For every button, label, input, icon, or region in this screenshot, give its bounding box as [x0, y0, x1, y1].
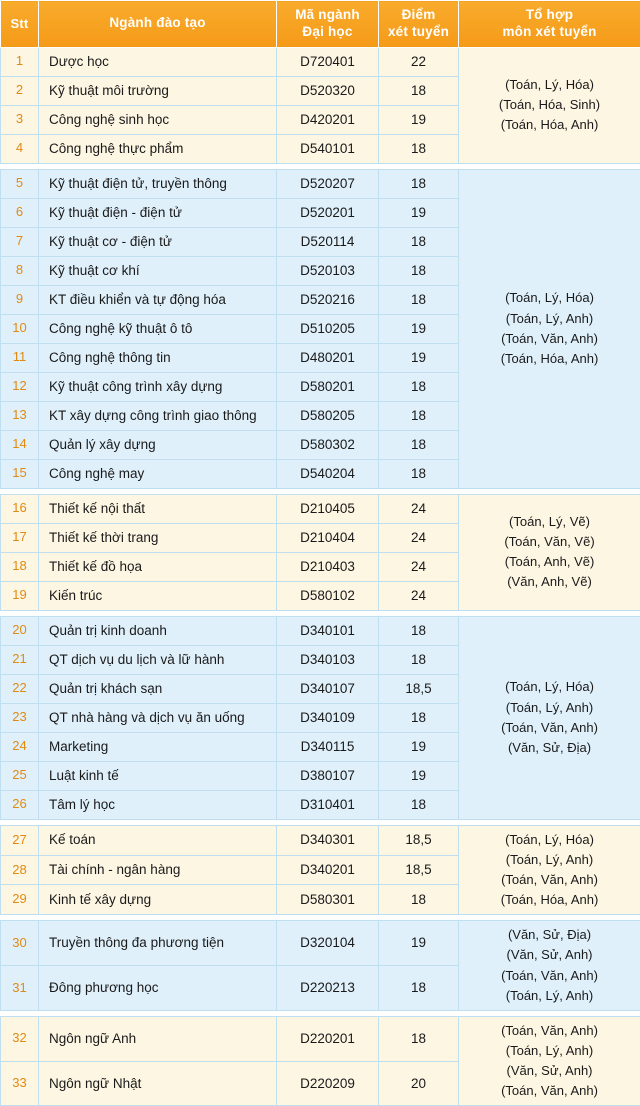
- cell-major: Công nghệ may: [39, 459, 277, 488]
- combination-line: (Toán, Hóa, Anh): [461, 349, 638, 369]
- cell-major-code: D340109: [277, 703, 379, 732]
- cell-major-code: D720401: [277, 47, 379, 76]
- cell-major-code: D520207: [277, 169, 379, 198]
- cell-score: 24: [379, 494, 459, 523]
- cell-score: 18: [379, 966, 459, 1011]
- cell-major: Kỹ thuật cơ - điện tử: [39, 227, 277, 256]
- cell-major-code: D210403: [277, 552, 379, 581]
- cell-subject-combination: [459, 616, 640, 819]
- combination-line: (Văn, Sử, Địa): [461, 738, 638, 758]
- cell-major-code: D220213: [277, 966, 379, 1011]
- cell-major: Luật kinh tế: [39, 761, 277, 790]
- cell-major-code: D520216: [277, 285, 379, 314]
- cell-index: 3: [1, 105, 39, 134]
- cell-major-code: D540204: [277, 459, 379, 488]
- cell-score: 24: [379, 581, 459, 610]
- combination-line: (Toán, Lý, Anh): [461, 986, 638, 1006]
- cell-major-code: D580102: [277, 581, 379, 610]
- cell-major-code: D540101: [277, 134, 379, 163]
- cell-score: 18: [379, 401, 459, 430]
- cell-index: 18: [1, 552, 39, 581]
- header-score-line2: xét tuyển: [381, 24, 456, 41]
- cell-score: 18: [379, 616, 459, 645]
- cell-score: 18: [379, 703, 459, 732]
- cell-score: 24: [379, 552, 459, 581]
- combination-line: (Văn, Sử, Địa): [461, 925, 638, 945]
- cell-major: QT dịch vụ du lịch và lữ hành: [39, 645, 277, 674]
- cell-major-code: D580302: [277, 430, 379, 459]
- cell-major: Kỹ thuật điện tử, truyền thông: [39, 169, 277, 198]
- table-row: [1, 825, 640, 855]
- cell-index: 31: [1, 966, 39, 1011]
- combination-line: (Toán, Lý, Anh): [461, 309, 638, 329]
- header-major: Ngành đào tạo: [39, 1, 277, 48]
- cell-major-code: D340107: [277, 674, 379, 703]
- cell-index: 22: [1, 674, 39, 703]
- combination-line: (Toán, Hóa, Anh): [461, 115, 638, 135]
- cell-index: 26: [1, 790, 39, 819]
- cell-index: 14: [1, 430, 39, 459]
- cell-major-code: D340301: [277, 825, 379, 855]
- cell-index: 25: [1, 761, 39, 790]
- cell-subject-combination: [459, 47, 640, 163]
- cell-major-code: D210404: [277, 523, 379, 552]
- cell-major: Truyền thông đa phương tiện: [39, 921, 277, 966]
- cell-index: 17: [1, 523, 39, 552]
- cell-major: KT xây dựng công trình giao thông: [39, 401, 277, 430]
- cell-index: 20: [1, 616, 39, 645]
- cell-major-code: D340201: [277, 855, 379, 885]
- cell-major-code: D480201: [277, 343, 379, 372]
- header-combo-line1: Tổ hợp: [461, 7, 638, 24]
- cell-score: 18: [379, 134, 459, 163]
- cell-major: Công nghệ kỹ thuật ô tô: [39, 314, 277, 343]
- cell-subject-combination: [459, 169, 640, 488]
- combination-line: (Toán, Lý, Anh): [461, 1041, 638, 1061]
- cell-score: 22: [379, 47, 459, 76]
- table-header: [1, 1, 640, 48]
- header-score-line1: Điểm: [381, 7, 456, 24]
- cell-major: Công nghệ thông tin: [39, 343, 277, 372]
- cell-score: 18: [379, 169, 459, 198]
- combination-line: (Toán, Lý, Hóa): [461, 677, 638, 697]
- cell-major: Thiết kế nội thất: [39, 494, 277, 523]
- cell-score: 18: [379, 372, 459, 401]
- cell-major-code: D220201: [277, 1016, 379, 1061]
- cell-score: 19: [379, 732, 459, 761]
- cell-major: Kiến trúc: [39, 581, 277, 610]
- cell-major: Công nghệ sinh học: [39, 105, 277, 134]
- cell-major-code: D340103: [277, 645, 379, 674]
- cell-index: 29: [1, 885, 39, 915]
- cell-score: 18: [379, 285, 459, 314]
- header-code-line1: Mã ngành: [279, 7, 376, 24]
- combination-line: (Toán, Lý, Anh): [461, 698, 638, 718]
- header-code-line2: Đại học: [279, 24, 376, 41]
- cell-major-code: D420201: [277, 105, 379, 134]
- header-combination: [459, 1, 640, 48]
- cell-major: Thiết kế đồ họa: [39, 552, 277, 581]
- header-code: [277, 1, 379, 48]
- cell-index: 12: [1, 372, 39, 401]
- combination-line: (Toán, Văn, Anh): [461, 329, 638, 349]
- cell-score: 20: [379, 1061, 459, 1106]
- cell-major: Công nghệ thực phẩm: [39, 134, 277, 163]
- cell-index: 2: [1, 76, 39, 105]
- cell-subject-combination: [459, 825, 640, 915]
- combination-line: (Toán, Văn, Vẽ): [461, 532, 638, 552]
- combination-line: (Văn, Anh, Vẽ): [461, 572, 638, 592]
- cell-score: 18,5: [379, 855, 459, 885]
- cell-score: 19: [379, 761, 459, 790]
- cell-major-code: D580301: [277, 885, 379, 915]
- cell-index: 16: [1, 494, 39, 523]
- cell-index: 27: [1, 825, 39, 855]
- cell-major-code: D520201: [277, 198, 379, 227]
- cell-major-code: D510205: [277, 314, 379, 343]
- cell-index: 32: [1, 1016, 39, 1061]
- cell-major-code: D310401: [277, 790, 379, 819]
- cell-index: 23: [1, 703, 39, 732]
- header-row: [1, 1, 640, 48]
- combination-line: (Toán, Lý, Anh): [461, 850, 638, 870]
- table-body: [1, 47, 640, 1106]
- combination-line: (Văn, Sử, Anh): [461, 945, 638, 965]
- combination-line: (Toán, Văn, Anh): [461, 1021, 638, 1041]
- cell-index: 8: [1, 256, 39, 285]
- cell-index: 11: [1, 343, 39, 372]
- cell-major: Tài chính - ngân hàng: [39, 855, 277, 885]
- combination-line: (Toán, Văn, Anh): [461, 870, 638, 890]
- cell-score: 18: [379, 645, 459, 674]
- combination-line: (Toán, Hóa, Sinh): [461, 95, 638, 115]
- cell-major-code: D210405: [277, 494, 379, 523]
- combination-line: (Toán, Văn, Anh): [461, 718, 638, 738]
- cell-score: 19: [379, 343, 459, 372]
- cell-subject-combination: [459, 921, 640, 1011]
- header-combo-line2: môn xét tuyển: [461, 24, 638, 41]
- table-row: [1, 616, 640, 645]
- table-row: [1, 169, 640, 198]
- header-stt: Stt: [1, 1, 39, 48]
- cell-major: Ngôn ngữ Anh: [39, 1016, 277, 1061]
- cell-major: Kỹ thuật môi trường: [39, 76, 277, 105]
- combination-line: (Toán, Anh, Vẽ): [461, 552, 638, 572]
- cell-index: 10: [1, 314, 39, 343]
- cell-major: Dược học: [39, 47, 277, 76]
- cell-index: 33: [1, 1061, 39, 1106]
- cell-major: Marketing: [39, 732, 277, 761]
- table-row: [1, 921, 640, 966]
- cell-index: 9: [1, 285, 39, 314]
- cell-score: 18: [379, 885, 459, 915]
- cell-major-code: D580205: [277, 401, 379, 430]
- cell-score: 18: [379, 459, 459, 488]
- cell-score: 18: [379, 227, 459, 256]
- combination-line: (Toán, Lý, Hóa): [461, 75, 638, 95]
- cell-major: Thiết kế thời trang: [39, 523, 277, 552]
- cell-score: 19: [379, 198, 459, 227]
- cell-major: Tâm lý học: [39, 790, 277, 819]
- cell-subject-combination: [459, 494, 640, 610]
- cell-major: Quản trị kinh doanh: [39, 616, 277, 645]
- cell-index: 19: [1, 581, 39, 610]
- cell-index: 24: [1, 732, 39, 761]
- combination-line: (Toán, Lý, Hóa): [461, 830, 638, 850]
- cell-major: Kỹ thuật công trình xây dựng: [39, 372, 277, 401]
- cell-index: 21: [1, 645, 39, 674]
- combination-line: (Toán, Lý, Vẽ): [461, 512, 638, 532]
- combination-line: (Toán, Hóa, Anh): [461, 890, 638, 910]
- cell-major: Kỹ thuật cơ khí: [39, 256, 277, 285]
- cell-subject-combination: [459, 1016, 640, 1106]
- cell-score: 18: [379, 256, 459, 285]
- cell-score: 18: [379, 790, 459, 819]
- combination-line: (Văn, Sử, Anh): [461, 1061, 638, 1081]
- cell-index: 5: [1, 169, 39, 198]
- cell-index: 28: [1, 855, 39, 885]
- cell-major-code: D320104: [277, 921, 379, 966]
- cell-major-code: D340115: [277, 732, 379, 761]
- cell-major-code: D220209: [277, 1061, 379, 1106]
- cell-score: 18: [379, 1016, 459, 1061]
- cell-major: Đông phương học: [39, 966, 277, 1011]
- cell-score: 19: [379, 314, 459, 343]
- cell-index: 15: [1, 459, 39, 488]
- cell-major-code: D520114: [277, 227, 379, 256]
- cell-index: 6: [1, 198, 39, 227]
- cell-major: Ngôn ngữ Nhật: [39, 1061, 277, 1106]
- cell-index: 7: [1, 227, 39, 256]
- cell-index: 1: [1, 47, 39, 76]
- combination-line: (Toán, Văn, Anh): [461, 966, 638, 986]
- cell-score: 19: [379, 105, 459, 134]
- cell-major-code: D580201: [277, 372, 379, 401]
- cell-major-code: D520320: [277, 76, 379, 105]
- cell-index: 13: [1, 401, 39, 430]
- cell-major-code: D520103: [277, 256, 379, 285]
- combination-line: (Toán, Lý, Hóa): [461, 288, 638, 308]
- combination-line: (Toán, Văn, Anh): [461, 1081, 638, 1101]
- cell-score: 18,5: [379, 674, 459, 703]
- cell-major: Kinh tế xây dựng: [39, 885, 277, 915]
- cell-major: Kế toán: [39, 825, 277, 855]
- cell-major: Quản lý xây dựng: [39, 430, 277, 459]
- cell-major: Quản trị khách sạn: [39, 674, 277, 703]
- cell-major-code: D380107: [277, 761, 379, 790]
- cell-major: Kỹ thuật điện - điện tử: [39, 198, 277, 227]
- cell-index: 4: [1, 134, 39, 163]
- table-row: [1, 1016, 640, 1061]
- table-row: [1, 494, 640, 523]
- cell-index: 30: [1, 921, 39, 966]
- cell-score: 19: [379, 921, 459, 966]
- cell-score: 18: [379, 430, 459, 459]
- table-row: [1, 47, 640, 76]
- cell-major-code: D340101: [277, 616, 379, 645]
- cell-score: 24: [379, 523, 459, 552]
- cell-score: 18,5: [379, 825, 459, 855]
- cell-major: QT nhà hàng và dịch vụ ăn uống: [39, 703, 277, 732]
- cell-score: 18: [379, 76, 459, 105]
- cell-major: KT điều khiển và tự động hóa: [39, 285, 277, 314]
- header-score: [379, 1, 459, 48]
